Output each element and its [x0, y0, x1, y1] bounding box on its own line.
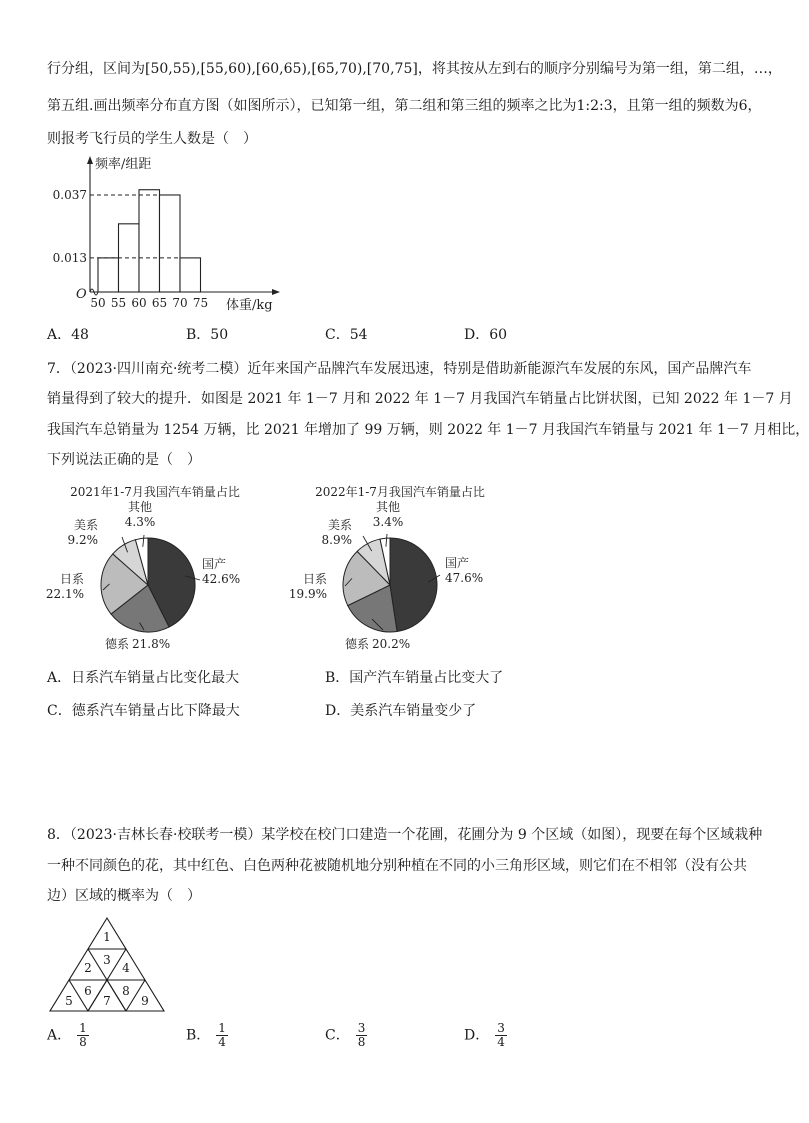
triangle-garden-diagram [45, 915, 170, 1015]
q8-option-d-denominator: 4 [497, 1035, 505, 1049]
pie-percent-label: 42.6% [202, 572, 241, 586]
q8-option-c-numerator: 3 [357, 1021, 366, 1035]
pie-chart-2021 [40, 480, 270, 660]
region-label-2: 2 [84, 961, 92, 975]
pie-category-label: 国产 [445, 556, 470, 570]
q8-option-c[interactable] [325, 1022, 367, 1049]
q6-option-a[interactable]: A．48 [47, 327, 89, 343]
q8-option-a-fraction [77, 1022, 89, 1049]
q8-option-c-letter: C． [325, 1027, 350, 1044]
pie-title: 2021年1-7月我国汽车销量占比 [70, 485, 240, 499]
region-label-5: 5 [65, 994, 73, 1008]
q6-option-d[interactable]: D．60 [464, 327, 508, 343]
pie-category-label: 日系 [59, 572, 84, 586]
region-label-6: 6 [84, 984, 92, 998]
x-tick-label: 75 [192, 296, 209, 310]
region-label-8: 8 [122, 984, 130, 998]
pie-slice [390, 538, 437, 631]
pie-percent-label: 22.1% [45, 587, 84, 601]
histogram-bar [180, 258, 201, 292]
pie-percent-label: 8.9% [321, 533, 352, 547]
q6-text-line-1: 行分组，区间为[50,55),[55,60),[60,65),[65,70),[70,75]，将其按从左到右的顺序分别编号为第一组，第二组，…， [47, 61, 782, 77]
q8-option-a-numerator: 1 [79, 1021, 87, 1035]
x-tick-label: 65 [151, 296, 168, 310]
pie-chart-2022 [285, 480, 515, 660]
region-label-7: 7 [103, 994, 111, 1008]
q8-option-c-denominator: 8 [357, 1035, 366, 1049]
region-label-4: 4 [122, 961, 130, 975]
pie-percent-label: 20.2% [372, 637, 411, 651]
histogram-bar [98, 258, 119, 292]
q8-option-c-fraction [356, 1022, 368, 1049]
pie-category-label: 德系 [105, 637, 130, 651]
x-tick-label: 55 [110, 296, 127, 310]
x-tick-label: 70 [172, 296, 188, 310]
pie-category-label: 其他 [127, 500, 153, 514]
origin-label: O [76, 287, 87, 302]
q8-option-b-letter: B． [186, 1027, 211, 1044]
histogram-bar [139, 190, 160, 292]
q6-text-line-3: 则报考飞行员的学生人数是（ ） [47, 131, 257, 147]
q7-text-line-3: 我国汽车总销量为 1254 万辆，比 2021 年增加了 99 万辆，则 2022 年 1－7 月我国汽车销量与 2021 年 1－7 月相比， [47, 422, 809, 438]
x-axis-label: 体重/kg [226, 298, 273, 313]
q8-option-b-denominator: 4 [218, 1035, 226, 1049]
q6-option-b[interactable]: B．50 [186, 327, 229, 343]
histogram-bar [160, 195, 181, 292]
x-tick-label: 50 [90, 296, 106, 310]
q7-option-b[interactable]: B．国产汽车销量占比变大了 [325, 670, 504, 686]
q8-text-line-3: 边）区域的概率为（ ） [47, 888, 201, 904]
region-label-1: 1 [103, 930, 111, 944]
pie-percent-label: 21.8% [132, 637, 171, 651]
region-label-3: 3 [103, 953, 111, 967]
q8-option-d-letter: D． [464, 1027, 490, 1044]
x-axis-arrow [272, 289, 280, 295]
pie-percent-label: 4.3% [124, 515, 156, 529]
pie-percent-label: 3.4% [372, 515, 404, 529]
x-tick-label: 60 [131, 296, 147, 310]
q8-option-a[interactable] [47, 1022, 89, 1049]
y-axis-label: 频率/组距 [95, 157, 152, 172]
q8-option-d[interactable] [464, 1022, 507, 1049]
y-tick-label: 0.037 [52, 187, 87, 202]
q8-option-a-denominator: 8 [79, 1035, 87, 1049]
q7-option-c[interactable]: C．德系汽车销量占比下降最大 [47, 703, 240, 719]
q8-option-d-numerator: 3 [497, 1021, 505, 1035]
y-tick-label: 0.013 [52, 250, 87, 265]
pie-percent-label: 47.6% [445, 571, 484, 585]
q6-text-line-2: 第五组.画出频率分布直方图（如图所示），已知第一组，第二组和第三组的频率之比为1:2:3，且第一组的频数为6， [47, 98, 762, 114]
pie-category-label: 美系 [73, 518, 98, 532]
q7-text-line-4: 下列说法正确的是（ ） [47, 452, 201, 468]
pie-category-label: 日系 [302, 572, 327, 586]
q8-text-line-2: 一种不同颜色的花，其中红色、白色两种花被随机地分别种植在不同的小三角形区域，则它们在不相邻（没有公共 [47, 858, 747, 874]
q8-option-b-fraction [216, 1022, 228, 1049]
q8-option-a-letter: A． [47, 1027, 72, 1044]
y-axis-arrow [87, 156, 93, 164]
pie-category-label: 国产 [202, 557, 227, 571]
pie-category-label: 美系 [327, 518, 352, 532]
q7-option-a[interactable]: A．日系汽车销量占比变化最大 [47, 670, 240, 686]
pie-title: 2022年1-7月我国汽车销量占比 [315, 485, 485, 499]
q8-text-line-1: 8．（2023·吉林长春·校联考一模）某学校在校门口建造一个花圃，花圃分为 9 个区域（如图），现要在每个区域栽种 [47, 827, 763, 843]
q7-text-line-2: 销量得到了较大的提升．如图是 2021 年 1－7 月和 2022 年 1－7 月我国汽车销量占比饼状图，已知 2022 年 1－7 月 [47, 391, 793, 407]
q7-option-d[interactable]: D．美系汽车销量变少了 [325, 703, 477, 719]
q8-option-b-numerator: 1 [218, 1021, 226, 1035]
q7-text-line-1: 7．（2023·四川南充·统考二模）近年来国产品牌汽车发展迅速，特别是借助新能源汽车发展的东风，国产品牌汽车 [47, 361, 752, 377]
q8-option-b[interactable] [186, 1022, 228, 1049]
histogram-chart [52, 150, 300, 320]
pie-percent-label: 9.2% [67, 533, 98, 547]
pie-percent-label: 19.9% [288, 587, 327, 601]
q6-option-c[interactable]: C．54 [325, 327, 368, 343]
region-label-9: 9 [141, 994, 149, 1008]
q8-option-d-fraction [495, 1022, 507, 1049]
pie-category-label: 其他 [375, 500, 401, 514]
pie-category-label: 德系 [345, 637, 370, 651]
